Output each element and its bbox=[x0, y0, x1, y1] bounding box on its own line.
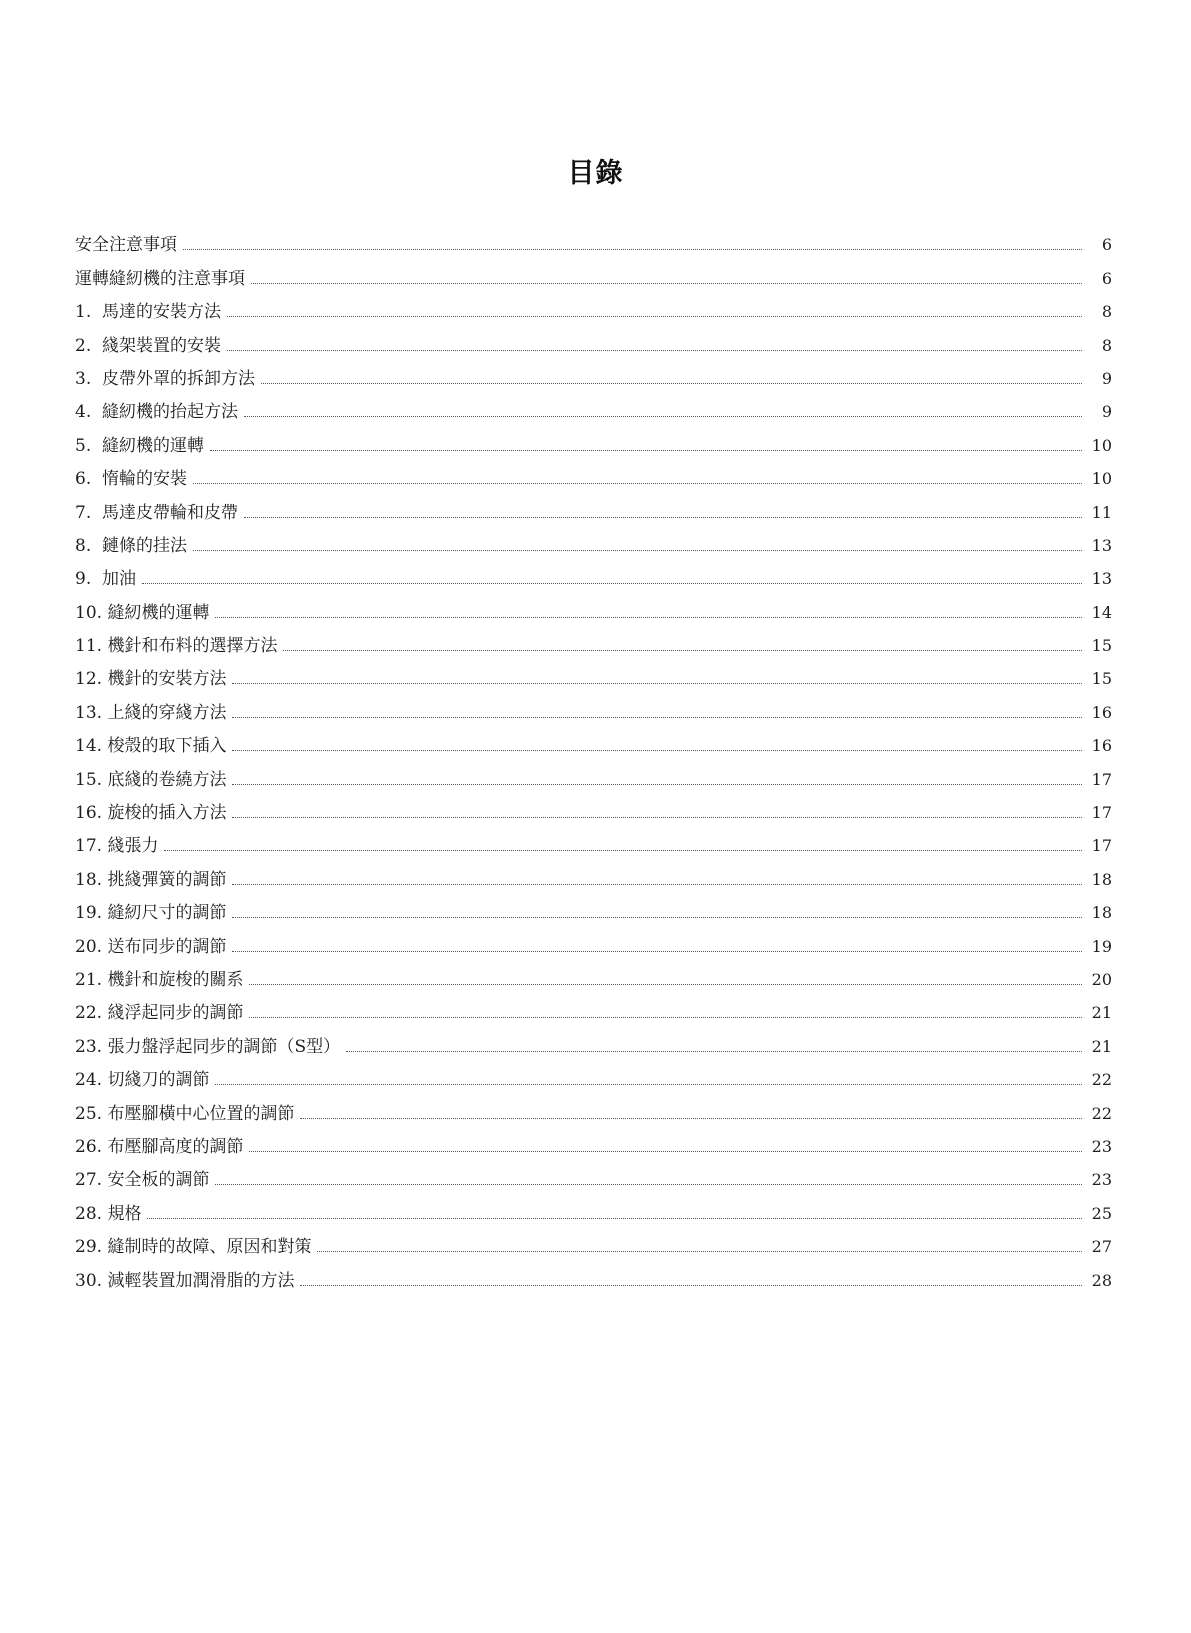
dot-leader bbox=[244, 416, 1082, 417]
toc-entry-page-number: 18 bbox=[1091, 903, 1112, 923]
toc-entry-title: 縫紉尺寸的調節 bbox=[107, 903, 227, 924]
toc-entry[interactable] bbox=[75, 823, 1112, 856]
toc-entry[interactable] bbox=[75, 589, 1112, 622]
toc-entry-number: 17. bbox=[75, 836, 108, 857]
toc-entry-title: 皮帶外罩的拆卸方法 bbox=[102, 368, 256, 389]
toc-entry-page-number: 17 bbox=[1091, 769, 1112, 789]
toc-entry-title: 上綫的穿綫方法 bbox=[107, 702, 227, 723]
toc-entry-title: 布壓腳高度的調節 bbox=[107, 1136, 244, 1157]
toc-entry-number: 13. bbox=[75, 702, 108, 723]
toc-entry-number: 3. bbox=[75, 368, 103, 389]
toc-entry-number: 14. bbox=[75, 736, 108, 757]
toc-entry-title: 安全板的調節 bbox=[107, 1170, 210, 1191]
toc-entry-number: 10. bbox=[75, 602, 108, 623]
dot-leader bbox=[232, 717, 1082, 718]
dot-leader bbox=[232, 951, 1082, 952]
dot-leader bbox=[183, 249, 1082, 250]
toc-entry[interactable] bbox=[75, 523, 1112, 556]
toc-entry-page-number: 17 bbox=[1091, 803, 1112, 823]
toc-entry-title: 送布同步的調節 bbox=[107, 936, 227, 957]
dot-leader bbox=[164, 850, 1082, 851]
toc-entry-page-number: 22 bbox=[1091, 1103, 1112, 1123]
toc-entry-number: 6. bbox=[75, 469, 103, 490]
dot-leader bbox=[193, 483, 1082, 484]
toc-entry[interactable] bbox=[75, 1190, 1112, 1223]
toc-entry-title: 縫紉機的抬起方法 bbox=[102, 402, 239, 423]
toc-entry[interactable] bbox=[75, 623, 1112, 656]
toc-entry-page-number: 18 bbox=[1091, 869, 1112, 889]
toc-entry-title: 安全注意事項 bbox=[75, 235, 177, 256]
toc-entry-page-number: 11 bbox=[1091, 502, 1112, 522]
toc-entry-page-number: 10 bbox=[1091, 469, 1112, 489]
toc-entry-page-number: 16 bbox=[1091, 702, 1112, 722]
toc-entry[interactable] bbox=[75, 1157, 1112, 1190]
dot-leader bbox=[232, 784, 1082, 785]
toc-entry[interactable] bbox=[75, 422, 1112, 455]
dot-leader bbox=[215, 1084, 1082, 1085]
toc-entry-page-number: 9 bbox=[1101, 402, 1112, 422]
toc-entry-title: 挑綫彈簧的調節 bbox=[107, 869, 227, 890]
toc-entry-title: 機針和布料的選擇方法 bbox=[107, 636, 278, 657]
toc-entry[interactable] bbox=[75, 1124, 1112, 1157]
toc-entry-page-number: 13 bbox=[1091, 569, 1112, 589]
toc-entry[interactable] bbox=[75, 890, 1112, 923]
toc-entry-number: 24. bbox=[75, 1070, 108, 1091]
dot-leader bbox=[210, 450, 1082, 451]
toc-entry-page-number: 14 bbox=[1091, 602, 1112, 622]
dot-leader bbox=[346, 1051, 1082, 1052]
toc-entry-title: 機針和旋梭的關系 bbox=[107, 969, 244, 990]
dot-leader bbox=[215, 617, 1082, 618]
toc-entry[interactable] bbox=[75, 723, 1112, 756]
toc-entry-title: 減輕裝置加潤滑脂的方法 bbox=[107, 1270, 295, 1291]
dot-leader bbox=[227, 350, 1082, 351]
dot-leader bbox=[244, 517, 1082, 518]
toc-entry-title: 切綫刀的調節 bbox=[107, 1070, 210, 1091]
toc-entry[interactable] bbox=[75, 356, 1112, 389]
toc-entry-title: 底綫的卷繞方法 bbox=[107, 769, 227, 790]
toc-entry[interactable] bbox=[75, 1090, 1112, 1123]
toc-entry-number: 30. bbox=[75, 1270, 108, 1291]
dot-leader bbox=[317, 1251, 1082, 1252]
toc-entry-title: 縫紉機的運轉 bbox=[107, 602, 210, 623]
dot-leader bbox=[147, 1218, 1082, 1219]
toc-entry[interactable] bbox=[75, 689, 1112, 722]
toc-entry-title: 綫架裝置的安裝 bbox=[102, 335, 222, 356]
dot-leader bbox=[232, 750, 1082, 751]
toc-entry[interactable] bbox=[75, 1224, 1112, 1257]
toc-entry-title: 布壓腳橫中心位置的調節 bbox=[107, 1103, 295, 1124]
toc-entry-page-number: 21 bbox=[1091, 1036, 1112, 1056]
toc-entry-number: 27. bbox=[75, 1170, 108, 1191]
toc-entry-title: 旋梭的插入方法 bbox=[107, 803, 227, 824]
toc-entry-number: 28. bbox=[75, 1203, 108, 1224]
toc-entry[interactable] bbox=[75, 756, 1112, 789]
toc-entry-title: 加油 bbox=[102, 569, 137, 590]
dot-leader bbox=[232, 884, 1082, 885]
toc-entry-page-number: 6 bbox=[1101, 235, 1112, 255]
dot-leader bbox=[283, 650, 1082, 651]
toc-entry-title: 綫張力 bbox=[107, 836, 159, 857]
toc-entry-title: 馬達皮帶輪和皮帶 bbox=[102, 502, 239, 523]
toc-entry-title: 縫紉機的運轉 bbox=[102, 435, 205, 456]
toc-entry-title: 機針的安裝方法 bbox=[107, 669, 227, 690]
toc-entry[interactable] bbox=[75, 957, 1112, 990]
toc-entry-number: 18. bbox=[75, 869, 108, 890]
toc-entry-page-number: 21 bbox=[1091, 1003, 1112, 1023]
toc-entry-page-number: 19 bbox=[1091, 936, 1112, 956]
toc-entry-number: 1. bbox=[75, 302, 103, 323]
toc-entry-page-number: 9 bbox=[1101, 368, 1112, 388]
toc-entry-number: 26. bbox=[75, 1136, 108, 1157]
toc-entry[interactable] bbox=[75, 1257, 1112, 1290]
toc-entry[interactable] bbox=[75, 289, 1112, 322]
toc-entry[interactable] bbox=[75, 489, 1112, 522]
toc-entry-page-number: 16 bbox=[1091, 736, 1112, 756]
dot-leader bbox=[261, 383, 1082, 384]
toc-entry[interactable] bbox=[75, 990, 1112, 1023]
toc-entry-number: 2. bbox=[75, 335, 103, 356]
toc-entry-page-number: 23 bbox=[1091, 1170, 1112, 1190]
toc-entry-page-number: 27 bbox=[1091, 1237, 1112, 1257]
dot-leader bbox=[142, 583, 1082, 584]
toc-entry[interactable] bbox=[75, 222, 1112, 255]
toc-entry-title: 梭殼的取下插入 bbox=[107, 736, 227, 757]
dot-leader bbox=[232, 683, 1082, 684]
toc-entry-number: 23. bbox=[75, 1036, 108, 1057]
dot-leader bbox=[249, 1017, 1082, 1018]
toc-entry[interactable] bbox=[75, 255, 1112, 288]
toc-entry-title: 張力盤浮起同步的調節（S型） bbox=[107, 1036, 341, 1057]
toc-entry-number: 25. bbox=[75, 1103, 108, 1124]
toc-entry-page-number: 13 bbox=[1091, 535, 1112, 555]
toc-entry-number: 19. bbox=[75, 903, 108, 924]
toc-entry[interactable] bbox=[75, 389, 1112, 422]
toc-entry-page-number: 17 bbox=[1091, 836, 1112, 856]
dot-leader bbox=[249, 984, 1082, 985]
toc-entry-page-number: 8 bbox=[1101, 302, 1112, 322]
toc-entry-page-number: 6 bbox=[1101, 268, 1112, 288]
toc-entry-page-number: 15 bbox=[1091, 636, 1112, 656]
toc-entry-page-number: 20 bbox=[1091, 969, 1112, 989]
dot-leader bbox=[215, 1184, 1082, 1185]
toc-entry-title: 綫浮起同步的調節 bbox=[107, 1003, 244, 1024]
table-of-contents bbox=[75, 222, 1112, 1291]
dot-leader bbox=[193, 550, 1082, 551]
toc-entry-number: 9. bbox=[75, 569, 103, 590]
dot-leader bbox=[251, 283, 1082, 284]
toc-entry-title: 馬達的安裝方法 bbox=[102, 302, 222, 323]
toc-entry-page-number: 15 bbox=[1091, 669, 1112, 689]
dot-leader bbox=[249, 1151, 1082, 1152]
page-title: 目錄 bbox=[567, 158, 624, 190]
toc-entry-number: 12. bbox=[75, 669, 108, 690]
dot-leader bbox=[300, 1285, 1082, 1286]
toc-entry[interactable] bbox=[75, 923, 1112, 956]
toc-entry-page-number: 25 bbox=[1091, 1203, 1112, 1223]
toc-entry[interactable] bbox=[75, 1057, 1112, 1090]
toc-entry-title: 縫制時的故障、原因和對策 bbox=[107, 1237, 312, 1258]
toc-entry-number: 16. bbox=[75, 803, 108, 824]
toc-entry[interactable] bbox=[75, 790, 1112, 823]
toc-entry-number: 11. bbox=[75, 636, 108, 657]
toc-entry[interactable] bbox=[75, 1023, 1112, 1056]
toc-entry-title: 惰輪的安裝 bbox=[102, 469, 188, 490]
toc-entry-page-number: 10 bbox=[1091, 435, 1112, 455]
toc-entry-number: 20. bbox=[75, 936, 108, 957]
toc-entry-number: 7. bbox=[75, 502, 103, 523]
toc-entry[interactable] bbox=[75, 656, 1112, 689]
toc-entry-number: 8. bbox=[75, 535, 103, 556]
dot-leader bbox=[232, 817, 1082, 818]
toc-entry-page-number: 22 bbox=[1091, 1070, 1112, 1090]
toc-entry-title: 鏈條的挂法 bbox=[102, 535, 188, 556]
toc-entry-number: 5. bbox=[75, 435, 103, 456]
toc-entry[interactable] bbox=[75, 556, 1112, 589]
dot-leader bbox=[300, 1118, 1082, 1119]
toc-entry-page-number: 28 bbox=[1091, 1270, 1112, 1290]
dot-leader bbox=[232, 917, 1082, 918]
toc-entry-title: 規格 bbox=[107, 1203, 142, 1224]
toc-entry[interactable] bbox=[75, 322, 1112, 355]
toc-entry[interactable] bbox=[75, 456, 1112, 489]
toc-entry-number: 21. bbox=[75, 969, 108, 990]
toc-entry-number: 22. bbox=[75, 1003, 108, 1024]
toc-entry-number: 15. bbox=[75, 769, 108, 790]
toc-entry-page-number: 8 bbox=[1101, 335, 1112, 355]
toc-entry-number: 29. bbox=[75, 1237, 108, 1258]
toc-entry-page-number: 23 bbox=[1091, 1136, 1112, 1156]
toc-entry[interactable] bbox=[75, 856, 1112, 889]
toc-entry-title: 運轉縫紉機的注意事項 bbox=[75, 268, 245, 289]
dot-leader bbox=[227, 316, 1082, 317]
toc-entry-number: 4. bbox=[75, 402, 103, 423]
